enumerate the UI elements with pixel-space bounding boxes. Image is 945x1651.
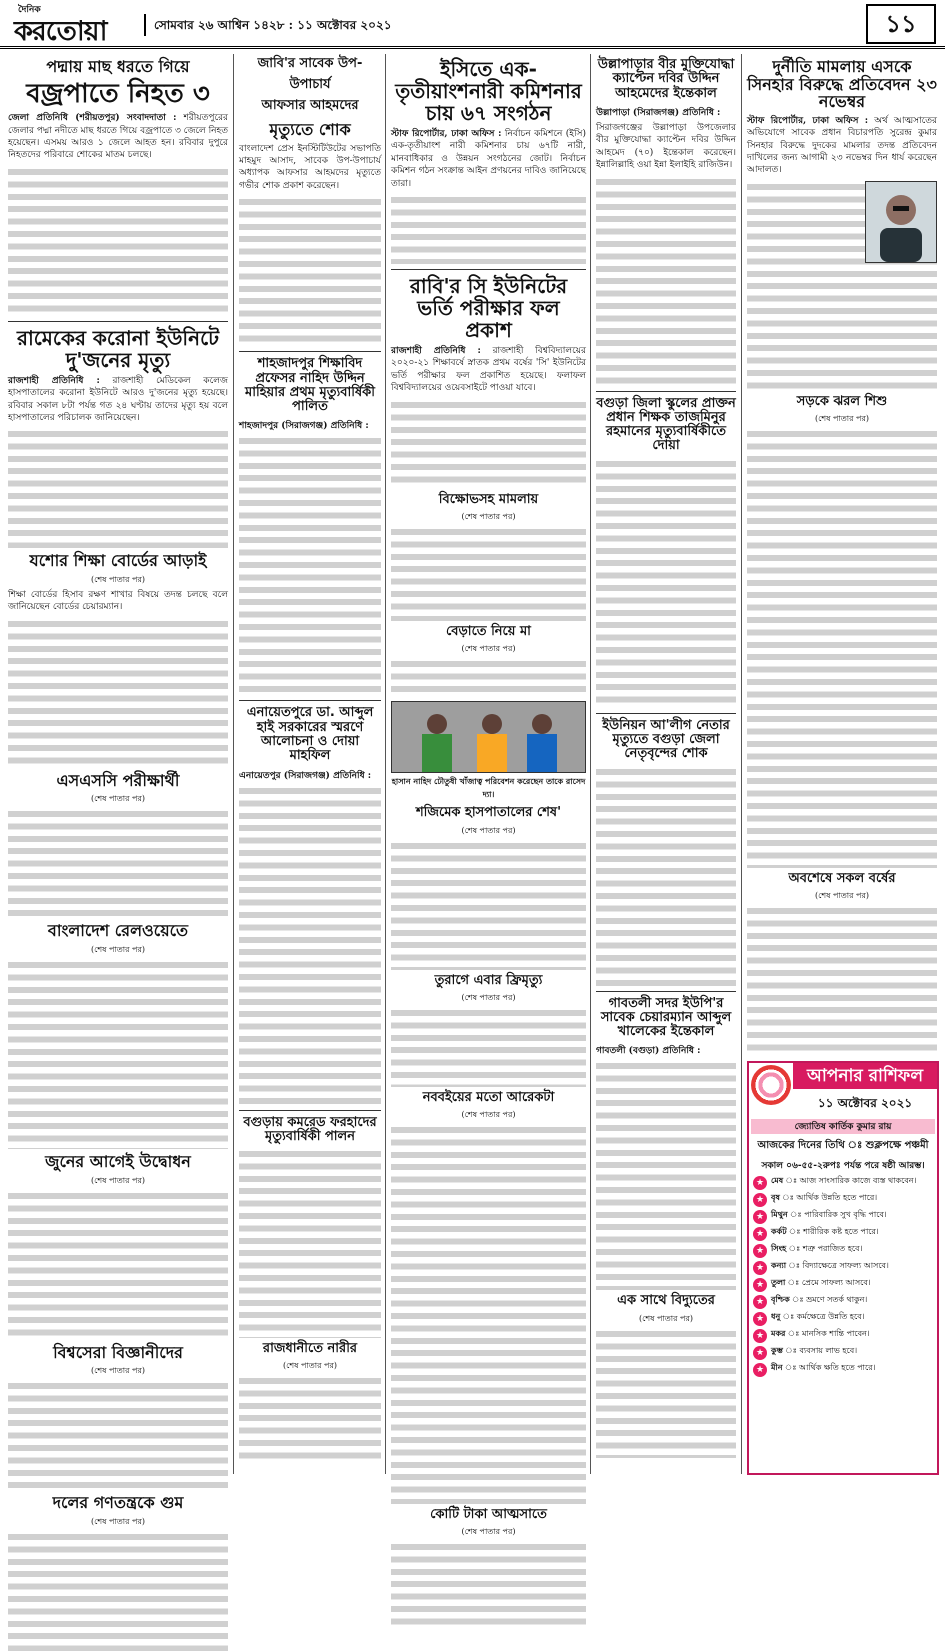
zodiac-symbol-icon: ★ bbox=[753, 1210, 767, 1224]
zodiac-sign-name: কর্কট bbox=[771, 1227, 787, 1236]
article-byline: রাজশাহী প্রতিনিধি : bbox=[8, 375, 100, 386]
continued-label: (শেষ পাতার পর) bbox=[461, 1110, 516, 1120]
zodiac-sign-text: সিংহ ঃ শত্রু পরাজিত হবে। bbox=[771, 1244, 863, 1253]
column-divider bbox=[385, 54, 386, 1474]
zodiac-symbol-icon: ★ bbox=[753, 1227, 767, 1241]
logo-title: করতোয়া bbox=[14, 16, 107, 47]
column-3 bbox=[391, 54, 586, 1537]
zodiac-symbol-icon: ★ bbox=[753, 1329, 767, 1343]
column-4 bbox=[596, 54, 736, 1474]
zodiac-symbol-icon: ★ bbox=[753, 1176, 767, 1190]
page-number: ১১ bbox=[866, 4, 936, 44]
column-divider bbox=[741, 54, 742, 1474]
article-jessore-board bbox=[8, 552, 228, 767]
divider bbox=[239, 1110, 381, 1111]
article-bajrapat bbox=[8, 58, 228, 316]
article-body bbox=[8, 112, 228, 162]
article-text: অর্থ আত্মসাতের অভিযোগে সাবেক প্রধান বিচারপতি সুরেন্দ্র কুমার সিনহার বিরুদ্ধে দুদকের মামলার তদন্ত প্রতিবেদন দাখিলের জন্য আগামী ২৩ নভেম্বর দিন ধার্য করেছেন আদালত। bbox=[747, 115, 938, 176]
zodiac-symbol-icon: ★ bbox=[753, 1346, 767, 1360]
divider bbox=[596, 713, 736, 714]
article-text-block bbox=[8, 428, 228, 548]
divider bbox=[596, 991, 736, 992]
article-byline: এনায়েতপুর (সিরাজগঞ্জ) প্রতিনিধি : bbox=[239, 770, 372, 781]
article-text-block bbox=[8, 808, 228, 918]
logo-prefix: দৈনিক bbox=[18, 5, 41, 15]
article-turag bbox=[391, 974, 586, 1087]
article-text: সিরাজগঞ্জের উল্লাপাড়া উপজেলার বীর মুক্তিযোদ্ধা ক্যাপ্টেন দবির উদ্দিন আহমেদ (৭০) ইন্তেকাল করেছেন। ইন্নালিল্লাহি ওয়া ইন্না ইলাইহি রাজিউন। bbox=[596, 122, 736, 171]
zodiac-sign-reading: কর্মক্ষেত্রে উন্নতি হবে। bbox=[796, 1312, 865, 1321]
zodiac-sign-reading: ব্যবসায় লাভ হবে। bbox=[799, 1346, 858, 1355]
article-byline: শাহজাদপুর (সিরাজগঞ্জ) প্রতিনিধি : bbox=[239, 421, 369, 432]
article-text-block bbox=[596, 1328, 736, 1458]
article-headline: বিশ্বসেরা বিজ্ঞানীদের bbox=[53, 1342, 183, 1362]
article-text-block bbox=[239, 196, 381, 346]
article-text-block bbox=[391, 399, 586, 489]
zodiac-symbol-icon: ★ bbox=[753, 1261, 767, 1275]
article-democracy bbox=[8, 1494, 228, 1651]
zodiac-sign-name: ধনু bbox=[771, 1312, 781, 1321]
article-text-block bbox=[596, 458, 736, 708]
continued-label: (শেষ পাতার পর) bbox=[814, 414, 870, 424]
article-headline: মৃত্যুতে শোক bbox=[269, 120, 351, 139]
zodiac-symbol-icon: ★ bbox=[753, 1278, 767, 1292]
article-text-block bbox=[8, 1380, 228, 1490]
article-jabi-condolence bbox=[239, 54, 381, 346]
zodiac-sign-text: কর্কট ঃ শারীরিক কষ্ট হতে পারে। bbox=[771, 1227, 879, 1236]
article-headline: সড়কে ঝরল শিশু bbox=[796, 393, 888, 409]
article-headline: নববইয়ের মতো আরেকটা bbox=[422, 1089, 555, 1105]
zodiac-sign-text: মীন ঃ আর্থিক ক্ষতি হতে পারে। bbox=[771, 1363, 876, 1372]
zodiac-sign-text: তুলা ঃ প্রেমে সাফল্য আসবে। bbox=[771, 1278, 871, 1287]
divider bbox=[596, 391, 736, 392]
zodiac-sign-name: মেষ bbox=[771, 1176, 784, 1185]
article-byline: গাবতলী (বগুড়া) প্রতিনিধি : bbox=[596, 1046, 701, 1057]
article-headline: গাবতলী সদর ইউপি'র সাবেক চেয়ারম্যান আব্দুল খালেকের ইন্তেকাল bbox=[600, 995, 732, 1040]
news-photo bbox=[391, 701, 586, 773]
article-text-block bbox=[391, 840, 586, 970]
article-headline: রাবি'র সি ইউনিটের ভর্তি পরীক্ষার ফল প্রকাশ bbox=[409, 274, 568, 343]
article-shahjadpur bbox=[239, 357, 381, 695]
article-text-block bbox=[391, 194, 586, 264]
article-text-block bbox=[391, 526, 586, 621]
tithi-time: সকাল ০৬-৫৫-২রুপঃ পর্যন্ত পরে ষষ্ঠী আরম্ভ। bbox=[761, 1161, 925, 1171]
continued-label: (শেষ পাতার পর) bbox=[461, 992, 516, 1002]
zodiac-sign-text: মকর ঃ মানসিক শান্তি পাবেন। bbox=[771, 1329, 870, 1338]
zodiac-sign-name: মকর bbox=[771, 1329, 786, 1338]
divider bbox=[239, 351, 381, 352]
zodiac-sign-reading: ভ্রমণে সতর্ক থাকুন। bbox=[806, 1295, 868, 1304]
article-text: রাজশাহী বিশ্ববিদ্যালয়ের ২০২০-২১ শিক্ষাবর্ষে স্নাতক প্রথম বর্ষের 'সি' ইউনিটের ভর্তি পরীক্ষার ফল প্রকাশিত হয়েছে। ফলাফল বিশ্ববিদ্যালয়ের ওয়েবসাইটে পাওয়া যাবে। bbox=[391, 346, 586, 394]
zodiac-sign-item bbox=[753, 1227, 933, 1241]
zodiac-wheel-icon bbox=[751, 1065, 791, 1105]
continued-label: (শেষ পাতার পর) bbox=[90, 575, 146, 585]
article-text: রাজশাহী মেডিকেল কলেজ হাসপাতালের করোনা ইউনিটে আরও দু'জনের মৃত্যু হয়েছে। রবিবার সকাল ৮টা পর্যন্ত গত ২৪ ঘণ্টায় তাদের মৃত্যু হয় বলে হাসপাতালের পরিচালক জানিয়েছেন। bbox=[8, 375, 228, 424]
article-byline: স্টাফ রিপোর্টার, ঢাকা অফিস : bbox=[747, 115, 869, 126]
continued-label: (শেষ পাতার পর) bbox=[461, 825, 516, 835]
zodiac-sign-name: বৃশ্চিক bbox=[771, 1295, 790, 1304]
article-headline: যশোর শিক্ষা বোর্ডের আড়াই bbox=[29, 551, 207, 571]
article-body bbox=[8, 375, 228, 425]
article-headline: অবশেষে সকল বর্ষের bbox=[788, 871, 896, 887]
article-headline: শজিমেক হাসপাতালের শেষ' bbox=[415, 805, 562, 821]
article-railway bbox=[8, 922, 228, 1149]
article-ssc bbox=[8, 772, 228, 919]
article-comrade-farhad bbox=[239, 1116, 381, 1339]
zodiac-sign-item bbox=[753, 1329, 933, 1343]
people-photo-icon bbox=[392, 702, 585, 772]
continued-label: (শেষ পাতার পর) bbox=[461, 644, 516, 654]
article-headline: ইসিতে এক-তৃতীয়াংশনারী কমিশনার চায় ৬৭ সংগঠন bbox=[395, 57, 582, 125]
article-text-block bbox=[8, 618, 228, 768]
zodiac-sign-item bbox=[753, 1295, 933, 1309]
article-headline: শাহজাদপুর শিক্ষাবিদ প্রফেসর নাহিদ উদ্দিন মাহিয়ার প্রথম মৃত্যুবার্ষিকী পালিত bbox=[245, 356, 375, 415]
zodiac-sign-name: তুলা bbox=[771, 1278, 786, 1287]
article-byline: স্টাফ রিপোর্টার, ঢাকা অফিস : bbox=[391, 129, 502, 139]
masthead bbox=[0, 0, 945, 49]
zodiac-sign-reading: মানসিক শান্তি পাবেন। bbox=[801, 1329, 870, 1338]
article-text-block bbox=[8, 1531, 228, 1651]
zodiac-sign-item bbox=[753, 1363, 933, 1377]
article-headline: রাজধানীতে নারীর bbox=[262, 1341, 358, 1357]
article-headline: বাংলাদেশ রেলওয়েতে bbox=[47, 921, 189, 941]
dateline: সোমবার ২৬ আশ্বিন ১৪২৮ : ১১ অক্টোবর ২০২১ bbox=[144, 14, 714, 36]
article-kicker-2: আফসার আহমদের bbox=[261, 98, 359, 113]
article-text-block bbox=[239, 1375, 381, 1465]
article-scientists bbox=[8, 1344, 228, 1491]
column-divider bbox=[233, 54, 234, 1474]
article-headline: এসএসসি পরীক্ষার্থী bbox=[56, 770, 180, 790]
zodiac-symbol-icon: ★ bbox=[753, 1312, 767, 1326]
article-headline: বিক্ষোভসহ মামলায় bbox=[438, 491, 539, 507]
zodiac-sign-text: বৃষ ঃ আর্থিক উন্নতি হতে পারে। bbox=[771, 1193, 878, 1202]
article-headline: বজ্রপাতে নিহত ৩ bbox=[26, 78, 210, 109]
column-divider bbox=[590, 54, 591, 1474]
article-body bbox=[747, 115, 937, 177]
article-byline: জেলা প্রতিনিধি (শরীয়তপুর) সংবাদদাতা : bbox=[8, 113, 177, 124]
article-body bbox=[391, 128, 586, 190]
zodiac-symbol-icon: ★ bbox=[753, 1363, 767, 1377]
column-5 bbox=[747, 54, 937, 1054]
article-headline: রামেকের করোনা ইউনিটে দু'জনের মৃত্যু bbox=[16, 325, 220, 372]
article-text-block bbox=[596, 1060, 736, 1290]
article-headline: ইউনিয়ন আ'লীগ নেতার মৃত্যুতে বগুড়া জেলা নেতৃবৃন্দের শোক bbox=[602, 717, 730, 762]
continued-label: (শেষ পাতার পর) bbox=[461, 511, 516, 521]
article-enayetpur bbox=[239, 706, 381, 1104]
zodiac-sign-name: মীন bbox=[771, 1363, 783, 1372]
article-ramek-corona bbox=[8, 327, 228, 549]
horoscope-box bbox=[747, 1061, 939, 1475]
zodiac-sign-name: কন্যা bbox=[771, 1261, 787, 1270]
article-byline: উল্লাপাড়া (সিরাজগঞ্জ) প্রতিনিধি : bbox=[596, 107, 721, 118]
zodiac-sign-reading: আজ সাংসারিক কাজে ব্যস্ত থাকবেন। bbox=[799, 1176, 917, 1185]
newspaper-logo bbox=[14, 2, 138, 47]
divider bbox=[239, 700, 381, 701]
zodiac-sign-item bbox=[753, 1193, 933, 1207]
zodiac-sign-reading: আর্থিক ক্ষতি হতে পারে। bbox=[799, 1363, 876, 1372]
article-body bbox=[391, 345, 586, 395]
article-headline: উল্লাপাড়ার বীর মুক্তিযোদ্ধা ক্যাপ্টেন দবির উদ্দিন আহমেদের ইন্তেকাল bbox=[597, 57, 735, 101]
article-shajimek bbox=[391, 806, 586, 969]
continued-label: (শেষ পাতার পর) bbox=[90, 945, 146, 955]
article-kicker: জাবি'র সাবেক উপ-উপাচার্য bbox=[257, 56, 363, 92]
article-text: বাংলাদেশ প্রেস ইনস্টিটিউটের সভাপতি মাহমুদ আসাদ, সাবেক উপ-উপাচার্য অধ্যাপক আফসার আহমদের মৃত্যুতে গভীর শোক প্রকাশ করেছেন। bbox=[239, 143, 381, 191]
zodiac-sign-name: মিথুন bbox=[771, 1210, 788, 1219]
article-kicker: পদ্মায় মাছ ধরতে গিয়ে bbox=[46, 57, 190, 76]
article-text: নির্বাচন কমিশনে (ইসি) এক-তৃতীয়াংশ নারী কমিশনার চায় ৬৭টি নারী, মানবাধিকার ও উন্নয়ন সংগঠনের জোট। নির্বাচন কমিশন গঠন সংক্রান্ত আইন প্রণয়নের দাবিও জানিয়েছে তারা। bbox=[391, 129, 586, 189]
article-text-block bbox=[239, 785, 381, 1105]
article-capital-woman bbox=[239, 1342, 381, 1465]
zodiac-sign-text: কুম্ভ ঃ ব্যবসায় লাভ হবে। bbox=[771, 1346, 858, 1355]
zodiac-sign-item bbox=[753, 1312, 933, 1326]
zodiac-sign-text: মিথুন ঃ পারিবারিক সুখ বৃদ্ধি পাবে। bbox=[771, 1210, 887, 1219]
zodiac-symbol-icon: ★ bbox=[753, 1193, 767, 1207]
column-2 bbox=[239, 54, 381, 1474]
article-sinha-case bbox=[747, 58, 937, 391]
article-headline: বগুড়া জিলা স্কুলের প্রাক্তন প্রধান শিক্ষক তাজমিনুর রহমানের মৃত্যুবার্ষিকীতে দোয়া bbox=[596, 395, 736, 454]
continued-label: (শেষ পাতার পর) bbox=[814, 891, 870, 901]
zodiac-sign-text: মেষ ঃ আজ সাংসারিক কাজে ব্যস্ত থাকবেন। bbox=[771, 1176, 917, 1185]
article-protest-case bbox=[391, 493, 586, 621]
photo-caption: হাসান নাহিদ ঢৌতুষী খাঁজাত্ব পরিবেশন করেছেন তাকে রাসেদ দ্যা। bbox=[391, 776, 586, 800]
article-road-child bbox=[747, 395, 937, 868]
zodiac-sign-reading: শত্রু পরাজিত হবে। bbox=[802, 1244, 863, 1253]
zodiac-sign-item bbox=[753, 1244, 933, 1258]
article-headline: বগুড়ায় কমরেড ফরহাদের মৃত্যুবার্ষিকী পালন bbox=[243, 1114, 377, 1144]
horoscope-date: ১১ অক্টোবর ২০২১ bbox=[817, 1096, 913, 1110]
article-text: শিক্ষা বোর্ডের হিসাব রক্ষণ শাখার বিষয়ে তদন্ত চলছে বলে জানিয়েছেন বোর্ডের চেয়ারম্যান। bbox=[8, 590, 228, 613]
article-headline: কোটি টাকা আত্মসাতে bbox=[430, 1507, 547, 1523]
portrait-photo bbox=[865, 181, 937, 263]
zodiac-sign-list bbox=[749, 1176, 937, 1377]
zodiac-sign-name: সিংহ bbox=[771, 1244, 787, 1253]
column-1 bbox=[8, 54, 228, 1526]
article-text-block bbox=[747, 428, 937, 868]
article-text-block bbox=[8, 1190, 228, 1340]
zodiac-sign-text: কন্যা ঃ বিদ্যাক্ষেত্রে সাফল্য আসবে। bbox=[771, 1261, 889, 1270]
continued-label: (শেষ পাতার পর) bbox=[90, 1516, 146, 1526]
zodiac-sign-reading: শারীরিক কষ্ট হতে পারে। bbox=[803, 1227, 879, 1236]
article-text-block bbox=[239, 1148, 381, 1338]
zodiac-sign-reading: বিদ্যাক্ষেত্রে সাফল্য আসবে। bbox=[802, 1261, 889, 1270]
zodiac-sign-item bbox=[753, 1346, 933, 1360]
tithi-label: আজকের দিনের তিথি ঃ শুক্লপক্ষে পঞ্চমী bbox=[757, 1140, 929, 1151]
article-aleague-condolence bbox=[596, 719, 736, 986]
article-rabi-result bbox=[391, 275, 586, 489]
continued-label: (শেষ পাতার পর) bbox=[90, 794, 146, 804]
continued-label: (শেষ পাতার পর) bbox=[638, 1313, 694, 1323]
article-text: শরীয়তপুরের জেলার পদ্মা নদীতে মাছ ধরতে গিয়ে বজ্রপাতে ৩ জেলে নিহত হয়েছেন। এসময় আরও ১ জেলে আহত হন। রবিবার দুপুরে নিহতদের পরিবারে শোকের মাতম চলছে। bbox=[8, 113, 228, 161]
article-gabtali-obituary bbox=[596, 997, 736, 1291]
article-text-block bbox=[391, 1124, 586, 1504]
article-all-years bbox=[747, 872, 937, 1055]
article-mother-trip bbox=[391, 625, 586, 802]
zodiac-sign-reading: আর্থিক উন্নতি হতে পারে। bbox=[796, 1193, 878, 1202]
zodiac-sign-item bbox=[753, 1176, 933, 1190]
article-text-block bbox=[747, 905, 937, 1055]
article-ullapara-obituary bbox=[596, 58, 736, 386]
person-portrait-icon bbox=[866, 182, 936, 262]
article-text-block bbox=[8, 959, 228, 1149]
article-headline: বেড়াতে নিয়ে মা bbox=[446, 623, 531, 639]
zodiac-sign-name: বৃষ bbox=[771, 1193, 780, 1202]
zodiac-sign-reading: প্রেমে সাফল্য আসবে। bbox=[801, 1278, 871, 1287]
zodiac-sign-name: কুম্ভ bbox=[771, 1346, 783, 1355]
article-text-block bbox=[596, 176, 736, 386]
article-headline: দুর্নীতি মামলায় এসকে সিনহার বিরুদ্ধে প্রতিবেদন ২৩ নভেম্বর bbox=[747, 57, 937, 112]
zodiac-symbol-icon: ★ bbox=[753, 1244, 767, 1258]
article-electricity bbox=[596, 1294, 736, 1457]
article-headline: এক সাথে বিদ্যুতের bbox=[617, 1293, 715, 1309]
zodiac-sign-text: ধনু ঃ কর্মক্ষেত্রে উন্নতি হবে। bbox=[771, 1312, 865, 1321]
zodiac-symbol-icon: ★ bbox=[753, 1295, 767, 1309]
continued-label: (শেষ পাতার পর) bbox=[90, 1366, 146, 1376]
article-text-block bbox=[8, 166, 228, 316]
divider bbox=[8, 321, 228, 322]
zodiac-sign-item bbox=[753, 1210, 933, 1224]
article-text-block bbox=[239, 435, 381, 695]
article-ec-women bbox=[391, 58, 586, 264]
horoscope-title: আপনার রাশিফল bbox=[793, 1063, 937, 1089]
article-headline: জুনের আগেই উদ্বোধন bbox=[45, 1152, 191, 1172]
article-text-block bbox=[391, 658, 586, 698]
zodiac-sign-item bbox=[753, 1261, 933, 1275]
article-byline: রাজশাহী প্রতিনিধি : bbox=[391, 346, 481, 357]
zodiac-sign-text: বৃশ্চিক ঃ ভ্রমণে সতর্ক থাকুন। bbox=[771, 1295, 868, 1304]
article-june-inauguration bbox=[8, 1153, 228, 1340]
astrologer-name: জ্যোতিষ কার্তিক কুমার রায় bbox=[751, 1119, 935, 1134]
continued-label: (শেষ পাতার পর) bbox=[461, 1527, 516, 1537]
article-bogura-zilla-school bbox=[596, 397, 736, 708]
article-headline: এনায়েতপুরে ডা. আব্দুল হাই সরকারের স্মরণে আলোচনা ও দোয়া মাহফিল bbox=[246, 705, 374, 764]
article-headline: দলের গণতন্ত্রকে গুম bbox=[52, 1493, 184, 1513]
article-text-block bbox=[596, 766, 736, 986]
article-crore-embezzle bbox=[391, 1508, 586, 1631]
article-headline: তুরাগে এবার ফ্রিমৃত্যু bbox=[434, 972, 543, 988]
continued-label: (শেষ পাতার পর) bbox=[90, 1175, 146, 1185]
continued-label: (শেষ পাতার পর) bbox=[282, 1361, 338, 1371]
article-text-block bbox=[391, 1007, 586, 1087]
zodiac-sign-reading: পারিবারিক সুখ বৃদ্ধি পাবে। bbox=[804, 1210, 887, 1219]
article-text-block bbox=[391, 1541, 586, 1631]
zodiac-sign-item bbox=[753, 1278, 933, 1292]
article-ninety-like bbox=[391, 1091, 586, 1504]
divider bbox=[391, 269, 586, 270]
